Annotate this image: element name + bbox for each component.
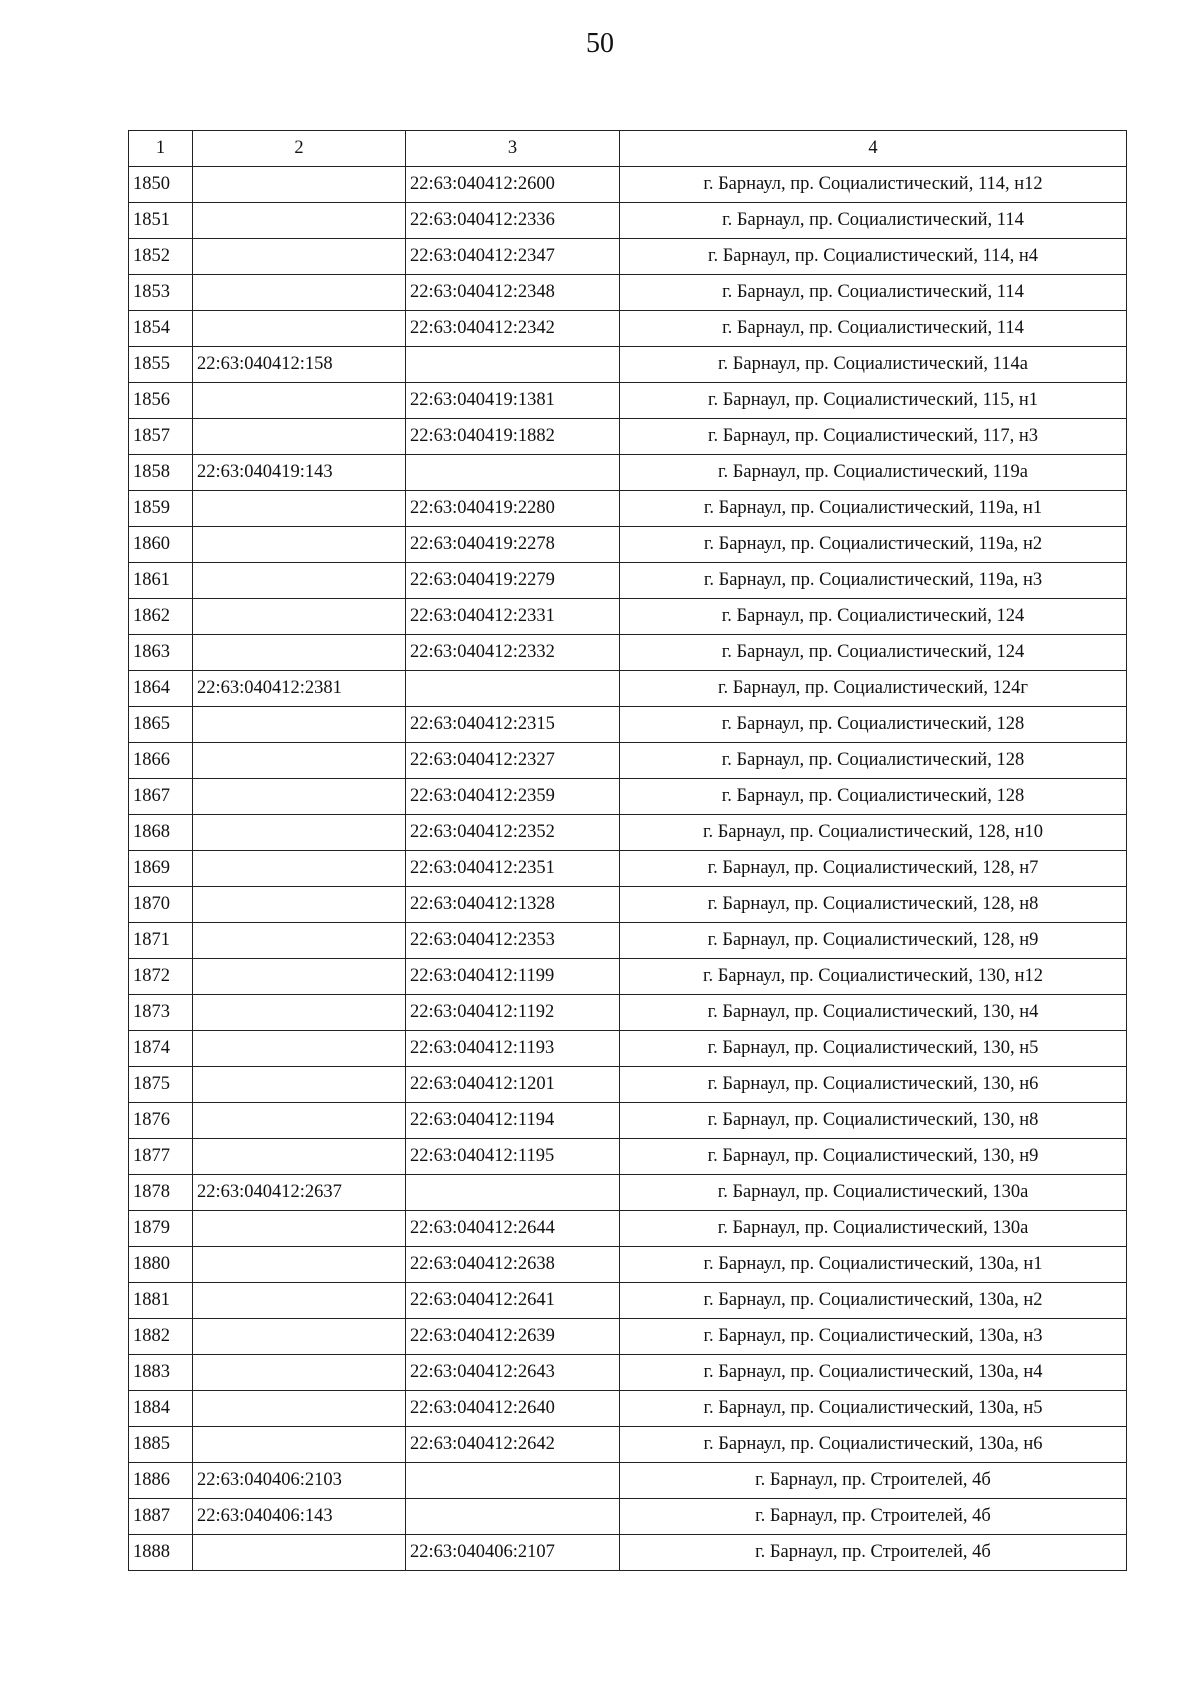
table-row (129, 311, 1127, 347)
row-number-cell: 1856 (129, 383, 193, 419)
object-cadastral-number-cell: 22:63:040412:2348 (406, 275, 620, 311)
land-cadastral-number-cell (193, 1031, 406, 1067)
registry-table (128, 130, 1127, 1571)
table-body (129, 167, 1127, 1571)
row-number-cell: 1863 (129, 635, 193, 671)
land-cadastral-number-cell (193, 815, 406, 851)
object-cadastral-number-cell: 22:63:040412:2641 (406, 1283, 620, 1319)
land-cadastral-number-cell (193, 167, 406, 203)
land-cadastral-number-cell: 22:63:040406:143 (193, 1499, 406, 1535)
table-row (129, 275, 1127, 311)
row-number-cell: 1855 (129, 347, 193, 383)
table-row (129, 779, 1127, 815)
row-number-cell: 1862 (129, 599, 193, 635)
row-number-cell: 1866 (129, 743, 193, 779)
object-cadastral-number-cell: 22:63:040412:1193 (406, 1031, 620, 1067)
row-number-cell: 1864 (129, 671, 193, 707)
land-cadastral-number-cell (193, 1319, 406, 1355)
land-cadastral-number-cell (193, 959, 406, 995)
table-row (129, 851, 1127, 887)
column-header: 1 (129, 131, 193, 167)
address-cell: г. Барнаул, пр. Социалистический, 128, н8 (620, 887, 1127, 923)
land-cadastral-number-cell (193, 779, 406, 815)
table-row (129, 491, 1127, 527)
object-cadastral-number-cell: 22:63:040419:1882 (406, 419, 620, 455)
row-number-cell: 1886 (129, 1463, 193, 1499)
address-cell: г. Барнаул, пр. Социалистический, 130а (620, 1211, 1127, 1247)
table-row (129, 1391, 1127, 1427)
row-number-cell: 1854 (129, 311, 193, 347)
land-cadastral-number-cell (193, 887, 406, 923)
row-number-cell: 1877 (129, 1139, 193, 1175)
address-cell: г. Барнаул, пр. Социалистический, 130а, н6 (620, 1427, 1127, 1463)
row-number-cell: 1872 (129, 959, 193, 995)
address-cell: г. Барнаул, пр. Социалистический, 117, н3 (620, 419, 1127, 455)
row-number-cell: 1878 (129, 1175, 193, 1211)
row-number-cell: 1868 (129, 815, 193, 851)
address-cell: г. Барнаул, пр. Строителей, 4б (620, 1535, 1127, 1571)
table-row (129, 1139, 1127, 1175)
object-cadastral-number-cell: 22:63:040412:2332 (406, 635, 620, 671)
object-cadastral-number-cell: 22:63:040412:2342 (406, 311, 620, 347)
row-number-cell: 1879 (129, 1211, 193, 1247)
table-row (129, 203, 1127, 239)
object-cadastral-number-cell: 22:63:040412:1201 (406, 1067, 620, 1103)
row-number-cell: 1871 (129, 923, 193, 959)
row-number-cell: 1852 (129, 239, 193, 275)
page-number: 50 (586, 28, 614, 59)
table-row (129, 1427, 1127, 1463)
land-cadastral-number-cell (193, 1283, 406, 1319)
land-cadastral-number-cell (193, 743, 406, 779)
land-cadastral-number-cell: 22:63:040412:2381 (193, 671, 406, 707)
object-cadastral-number-cell: 22:63:040412:2327 (406, 743, 620, 779)
object-cadastral-number-cell (406, 1175, 620, 1211)
object-cadastral-number-cell: 22:63:040412:2353 (406, 923, 620, 959)
land-cadastral-number-cell (193, 491, 406, 527)
object-cadastral-number-cell: 22:63:040412:1195 (406, 1139, 620, 1175)
row-number-cell: 1867 (129, 779, 193, 815)
table-row (129, 671, 1127, 707)
address-cell: г. Барнаул, пр. Социалистический, 130, н9 (620, 1139, 1127, 1175)
table-row (129, 599, 1127, 635)
object-cadastral-number-cell: 22:63:040412:1194 (406, 1103, 620, 1139)
object-cadastral-number-cell: 22:63:040412:2643 (406, 1355, 620, 1391)
row-number-cell: 1865 (129, 707, 193, 743)
table-row (129, 743, 1127, 779)
address-cell: г. Барнаул, пр. Социалистический, 130а, н5 (620, 1391, 1127, 1427)
row-number-cell: 1859 (129, 491, 193, 527)
object-cadastral-number-cell: 22:63:040412:2644 (406, 1211, 620, 1247)
object-cadastral-number-cell: 22:63:040412:2315 (406, 707, 620, 743)
table-row (129, 527, 1127, 563)
object-cadastral-number-cell: 22:63:040406:2107 (406, 1535, 620, 1571)
object-cadastral-number-cell: 22:63:040412:2352 (406, 815, 620, 851)
land-cadastral-number-cell (193, 1355, 406, 1391)
land-cadastral-number-cell (193, 1103, 406, 1139)
object-cadastral-number-cell: 22:63:040419:1381 (406, 383, 620, 419)
table-row (129, 1499, 1127, 1535)
object-cadastral-number-cell (406, 671, 620, 707)
address-cell: г. Барнаул, пр. Социалистический, 119а, н2 (620, 527, 1127, 563)
row-number-cell: 1880 (129, 1247, 193, 1283)
address-cell: г. Барнаул, пр. Социалистический, 119а, н3 (620, 563, 1127, 599)
row-number-cell: 1850 (129, 167, 193, 203)
object-cadastral-number-cell (406, 347, 620, 383)
object-cadastral-number-cell: 22:63:040412:2336 (406, 203, 620, 239)
land-cadastral-number-cell (193, 1391, 406, 1427)
address-cell: г. Барнаул, пр. Строителей, 4б (620, 1499, 1127, 1535)
land-cadastral-number-cell (193, 563, 406, 599)
object-cadastral-number-cell: 22:63:040412:1328 (406, 887, 620, 923)
land-cadastral-number-cell (193, 275, 406, 311)
object-cadastral-number-cell: 22:63:040419:2278 (406, 527, 620, 563)
table-row (129, 887, 1127, 923)
object-cadastral-number-cell (406, 455, 620, 491)
row-number-cell: 1853 (129, 275, 193, 311)
address-cell: г. Барнаул, пр. Социалистический, 114, н4 (620, 239, 1127, 275)
object-cadastral-number-cell: 22:63:040412:2642 (406, 1427, 620, 1463)
address-cell: г. Барнаул, пр. Социалистический, 130а, н2 (620, 1283, 1127, 1319)
land-cadastral-number-cell (193, 599, 406, 635)
table-row (129, 1355, 1127, 1391)
table-row (129, 419, 1127, 455)
object-cadastral-number-cell: 22:63:040412:2331 (406, 599, 620, 635)
row-number-cell: 1861 (129, 563, 193, 599)
table-row (129, 1283, 1127, 1319)
object-cadastral-number-cell (406, 1499, 620, 1535)
address-cell: г. Барнаул, пр. Социалистический, 128 (620, 707, 1127, 743)
address-cell: г. Барнаул, пр. Социалистический, 119а (620, 455, 1127, 491)
land-cadastral-number-cell (193, 383, 406, 419)
address-cell: г. Барнаул, пр. Социалистический, 124 (620, 599, 1127, 635)
row-number-cell: 1881 (129, 1283, 193, 1319)
row-number-cell: 1860 (129, 527, 193, 563)
row-number-cell: 1858 (129, 455, 193, 491)
land-cadastral-number-cell (193, 1067, 406, 1103)
table-row (129, 1463, 1127, 1499)
table-row (129, 1175, 1127, 1211)
address-cell: г. Барнаул, пр. Социалистический, 128, н9 (620, 923, 1127, 959)
land-cadastral-number-cell: 22:63:040406:2103 (193, 1463, 406, 1499)
table-row (129, 1103, 1127, 1139)
land-cadastral-number-cell: 22:63:040419:143 (193, 455, 406, 491)
row-number-cell: 1885 (129, 1427, 193, 1463)
address-cell: г. Барнаул, пр. Социалистический, 130, н4 (620, 995, 1127, 1031)
table-row (129, 239, 1127, 275)
column-header: 4 (620, 131, 1127, 167)
land-cadastral-number-cell (193, 419, 406, 455)
address-cell: г. Барнаул, пр. Социалистический, 130, н12 (620, 959, 1127, 995)
object-cadastral-number-cell: 22:63:040412:2359 (406, 779, 620, 815)
table-row (129, 1031, 1127, 1067)
table-row (129, 1211, 1127, 1247)
address-cell: г. Барнаул, пр. Социалистический, 119а, н1 (620, 491, 1127, 527)
column-header: 3 (406, 131, 620, 167)
object-cadastral-number-cell: 22:63:040419:2280 (406, 491, 620, 527)
row-number-cell: 1884 (129, 1391, 193, 1427)
row-number-cell: 1873 (129, 995, 193, 1031)
object-cadastral-number-cell: 22:63:040412:2347 (406, 239, 620, 275)
object-cadastral-number-cell: 22:63:040412:1199 (406, 959, 620, 995)
address-cell: г. Барнаул, пр. Социалистический, 130а, н3 (620, 1319, 1127, 1355)
address-cell: г. Барнаул, пр. Социалистический, 114 (620, 275, 1127, 311)
table-row (129, 959, 1127, 995)
address-cell: г. Барнаул, пр. Социалистический, 114, н12 (620, 167, 1127, 203)
table-row (129, 563, 1127, 599)
table-row (129, 923, 1127, 959)
address-cell: г. Барнаул, пр. Социалистический, 114 (620, 203, 1127, 239)
row-number-cell: 1869 (129, 851, 193, 887)
row-number-cell: 1874 (129, 1031, 193, 1067)
object-cadastral-number-cell: 22:63:040419:2279 (406, 563, 620, 599)
object-cadastral-number-cell: 22:63:040412:2640 (406, 1391, 620, 1427)
address-cell: г. Барнаул, пр. Социалистический, 114а (620, 347, 1127, 383)
row-number-cell: 1857 (129, 419, 193, 455)
object-cadastral-number-cell: 22:63:040412:2600 (406, 167, 620, 203)
table-row (129, 635, 1127, 671)
table-row (129, 1247, 1127, 1283)
address-cell: г. Барнаул, пр. Социалистический, 130а (620, 1175, 1127, 1211)
row-number-cell: 1870 (129, 887, 193, 923)
address-cell: г. Барнаул, пр. Социалистический, 128 (620, 779, 1127, 815)
table-row (129, 1319, 1127, 1355)
table-row (129, 347, 1127, 383)
address-cell: г. Барнаул, пр. Социалистический, 128, н10 (620, 815, 1127, 851)
object-cadastral-number-cell: 22:63:040412:2351 (406, 851, 620, 887)
address-cell: г. Барнаул, пр. Социалистический, 128 (620, 743, 1127, 779)
row-number-cell: 1851 (129, 203, 193, 239)
table-row (129, 995, 1127, 1031)
address-cell: г. Барнаул, пр. Социалистический, 130а, н4 (620, 1355, 1127, 1391)
table-row (129, 815, 1127, 851)
address-cell: г. Барнаул, пр. Социалистический, 130, н5 (620, 1031, 1127, 1067)
land-cadastral-number-cell (193, 527, 406, 563)
table-row (129, 707, 1127, 743)
land-cadastral-number-cell (193, 995, 406, 1031)
address-cell: г. Барнаул, пр. Социалистический, 130а, н1 (620, 1247, 1127, 1283)
address-cell: г. Барнаул, пр. Социалистический, 128, н7 (620, 851, 1127, 887)
table-row (129, 455, 1127, 491)
table-row (129, 167, 1127, 203)
column-header: 2 (193, 131, 406, 167)
land-cadastral-number-cell (193, 1211, 406, 1247)
row-number-cell: 1875 (129, 1067, 193, 1103)
land-cadastral-number-cell (193, 203, 406, 239)
address-cell: г. Барнаул, пр. Строителей, 4б (620, 1463, 1127, 1499)
land-cadastral-number-cell: 22:63:040412:158 (193, 347, 406, 383)
address-cell: г. Барнаул, пр. Социалистический, 130, н8 (620, 1103, 1127, 1139)
land-cadastral-number-cell (193, 1535, 406, 1571)
land-cadastral-number-cell: 22:63:040412:2637 (193, 1175, 406, 1211)
land-cadastral-number-cell (193, 1139, 406, 1175)
row-number-cell: 1883 (129, 1355, 193, 1391)
land-cadastral-number-cell (193, 1427, 406, 1463)
table-row (129, 1535, 1127, 1571)
address-cell: г. Барнаул, пр. Социалистический, 124 (620, 635, 1127, 671)
address-cell: г. Барнаул, пр. Социалистический, 130, н6 (620, 1067, 1127, 1103)
land-cadastral-number-cell (193, 239, 406, 275)
land-cadastral-number-cell (193, 311, 406, 347)
object-cadastral-number-cell: 22:63:040412:1192 (406, 995, 620, 1031)
row-number-cell: 1888 (129, 1535, 193, 1571)
row-number-cell: 1876 (129, 1103, 193, 1139)
land-cadastral-number-cell (193, 635, 406, 671)
object-cadastral-number-cell: 22:63:040412:2638 (406, 1247, 620, 1283)
row-number-cell: 1887 (129, 1499, 193, 1535)
address-cell: г. Барнаул, пр. Социалистический, 124г (620, 671, 1127, 707)
address-cell: г. Барнаул, пр. Социалистический, 114 (620, 311, 1127, 347)
land-cadastral-number-cell (193, 1247, 406, 1283)
address-cell: г. Барнаул, пр. Социалистический, 115, н1 (620, 383, 1127, 419)
table-row (129, 1067, 1127, 1103)
land-cadastral-number-cell (193, 923, 406, 959)
row-number-cell: 1882 (129, 1319, 193, 1355)
table-row (129, 383, 1127, 419)
object-cadastral-number-cell (406, 1463, 620, 1499)
land-cadastral-number-cell (193, 707, 406, 743)
land-cadastral-number-cell (193, 851, 406, 887)
table-header-row (129, 131, 1127, 167)
object-cadastral-number-cell: 22:63:040412:2639 (406, 1319, 620, 1355)
